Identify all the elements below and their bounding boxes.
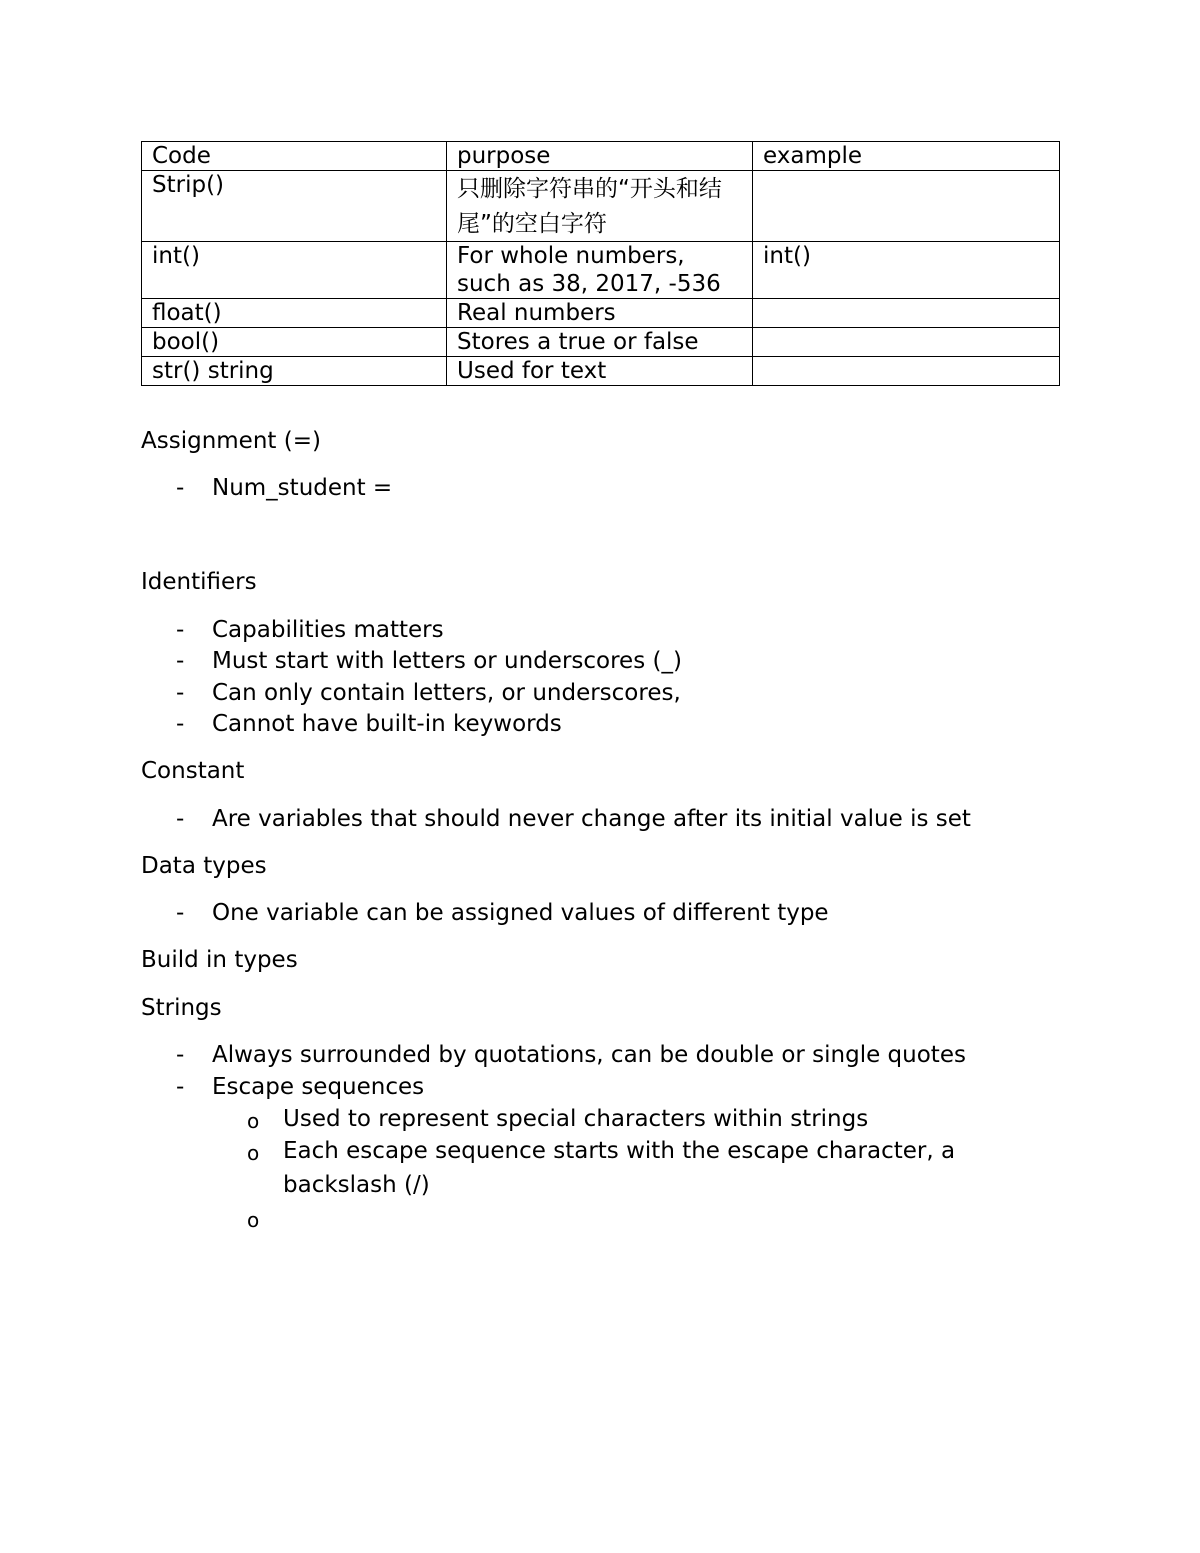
identifiers-heading: Identifiers <box>141 569 257 595</box>
sub-list-item-text: Used to represent special characters within strings <box>283 1106 869 1132</box>
circle-bullet: o <box>247 1109 260 1133</box>
purpose-line: 尾”的空白字符 <box>457 211 607 237</box>
cell-example <box>753 299 1060 328</box>
table-row <box>142 171 1060 242</box>
strings-heading: Strings <box>141 995 222 1021</box>
sub-list-item-text: Each escape sequence starts with the escape character, a <box>283 1138 956 1164</box>
table-row <box>142 299 1060 328</box>
cell-code: Strip() <box>142 171 447 242</box>
dash-bullet: - <box>176 1042 185 1068</box>
cell-purpose <box>447 242 753 299</box>
cell-example <box>753 328 1060 357</box>
purpose-line: 只删除字符串的“开头和结 <box>457 176 722 202</box>
header-code: Code <box>142 142 447 171</box>
cell-code: float() <box>142 299 447 328</box>
list-item-text: Must start with letters or underscores (_) <box>212 648 682 674</box>
code-table <box>141 141 1060 386</box>
cell-purpose: Real numbers <box>447 299 753 328</box>
table-header-row <box>142 142 1060 171</box>
dash-bullet: - <box>176 617 185 643</box>
header-example: example <box>753 142 1060 171</box>
cell-example <box>753 171 1060 242</box>
list-item-text: Num_student = <box>212 475 393 501</box>
cell-purpose: Used for text <box>447 357 753 386</box>
list-item-text: One variable can be assigned values of different type <box>212 900 829 926</box>
purpose-line: For whole numbers, <box>457 243 685 269</box>
cell-purpose <box>447 171 753 242</box>
cell-example: int() <box>753 242 1060 299</box>
dash-bullet: - <box>176 900 185 926</box>
dash-bullet: - <box>176 648 185 674</box>
table-row <box>142 357 1060 386</box>
dash-bullet: - <box>176 806 185 832</box>
circle-bullet: o <box>247 1141 260 1165</box>
header-purpose: purpose <box>447 142 753 171</box>
dash-bullet: - <box>176 475 185 501</box>
cell-purpose: Stores a true or false <box>447 328 753 357</box>
sub-list-item-text: backslash (/) <box>283 1172 430 1198</box>
list-item-text: Cannot have built-in keywords <box>212 711 562 737</box>
list-item-text: Escape sequences <box>212 1074 425 1100</box>
cell-code: str() string <box>142 357 447 386</box>
dash-bullet: - <box>176 711 185 737</box>
list-item-text: Capabilities matters <box>212 617 444 643</box>
dash-bullet: - <box>176 680 185 706</box>
data-types-heading: Data types <box>141 853 267 879</box>
list-item-text: Are variables that should never change after its initial value is set <box>212 806 971 832</box>
list-item-text: Can only contain letters, or underscores, <box>212 680 681 706</box>
cell-code: bool() <box>142 328 447 357</box>
dash-bullet: - <box>176 1074 185 1100</box>
table-row <box>142 242 1060 299</box>
cell-example <box>753 357 1060 386</box>
build-in-types-heading: Build in types <box>141 947 298 973</box>
table-row <box>142 328 1060 357</box>
list-item-text: Always surrounded by quotations, can be double or single quotes <box>212 1042 966 1068</box>
constant-heading: Constant <box>141 758 245 784</box>
assignment-heading: Assignment (=) <box>141 428 321 454</box>
cell-code: int() <box>142 242 447 299</box>
circle-bullet: o <box>247 1208 260 1232</box>
purpose-line: such as 38, 2017, -536 <box>457 271 721 297</box>
